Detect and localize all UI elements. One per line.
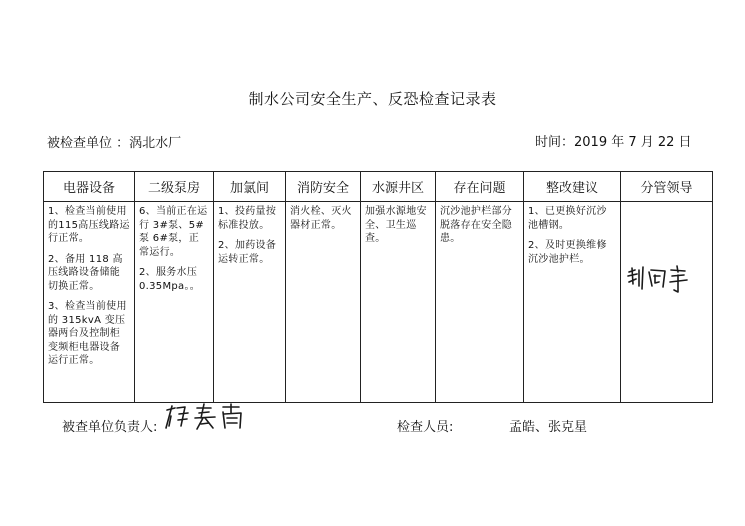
header-chlorination: 加氯间 [214, 172, 286, 202]
cell-leader [621, 202, 713, 403]
cell-chlorination [214, 202, 286, 403]
cell-paragraph: 1、检查当前使用的115高压线路运行正常。 [48, 206, 130, 244]
table-row [44, 202, 713, 403]
cell-water-source [361, 202, 436, 403]
cell-electrical [44, 202, 135, 403]
inspectors-names: 孟皓、张克星 [509, 420, 588, 435]
inspected-unit: 被检查单位 ：涡北水厂 [47, 136, 182, 151]
cell-fire-safety [286, 202, 361, 403]
inspectors-label: 检查人员: [397, 420, 454, 435]
table-header-row [44, 172, 713, 202]
handwritten-signature-icon [625, 262, 705, 302]
cell-paragraph: 1、已更换好沉沙池槽钢。 [528, 206, 607, 231]
cell-pump-room [135, 202, 214, 403]
cell-paragraph: 沉沙池护栏部分脱落存在安全隐患。 [440, 206, 513, 244]
inspection-table [43, 171, 713, 403]
handwritten-signature-icon [163, 402, 255, 432]
cell-paragraph: 6、当前正在运行 3#泵、5#泵 6#泵，正常运行。 [139, 206, 208, 258]
header-issues: 存在问题 [436, 172, 524, 202]
cell-paragraph: 2、及时更换维修沉沙池护栏。 [528, 240, 607, 265]
responsible-signature [163, 402, 255, 436]
cell-paragraph: 2、服务水压 0.35Mpa。。 [139, 267, 201, 292]
cell-paragraph: 加强水源地安全、卫生巡查。 [365, 206, 427, 244]
header-leader: 分管领导 [621, 172, 713, 202]
inspection-date: 时间：2019 年 7 月 22 日 [535, 135, 692, 150]
header-electrical: 电器设备 [44, 172, 135, 202]
cell-paragraph: 2、加药设备运转正常。 [218, 240, 277, 265]
cell-suggestions [524, 202, 621, 403]
cell-issues [436, 202, 524, 403]
cell-paragraph: 1、投药量按标准投放。 [218, 206, 277, 231]
cell-paragraph: 3、检查当前使用的 315kvA 变压器两台及控制柜变频柜电器设备运行正常。 [48, 301, 127, 366]
cell-paragraph: 消火栓、灭火器材正常。 [290, 206, 352, 231]
header-fire-safety: 消防安全 [286, 172, 361, 202]
document-title: 制水公司安全生产、反恐检查记录表 [248, 90, 497, 108]
responsible-person-label: 被查单位负责人: [62, 420, 158, 435]
header-water-source: 水源井区 [361, 172, 436, 202]
cell-paragraph: 2、备用 118 高压线路设备储能切换正常。 [48, 253, 123, 292]
header-suggestions: 整改建议 [524, 172, 621, 202]
header-pump-room: 二级泵房 [135, 172, 214, 202]
